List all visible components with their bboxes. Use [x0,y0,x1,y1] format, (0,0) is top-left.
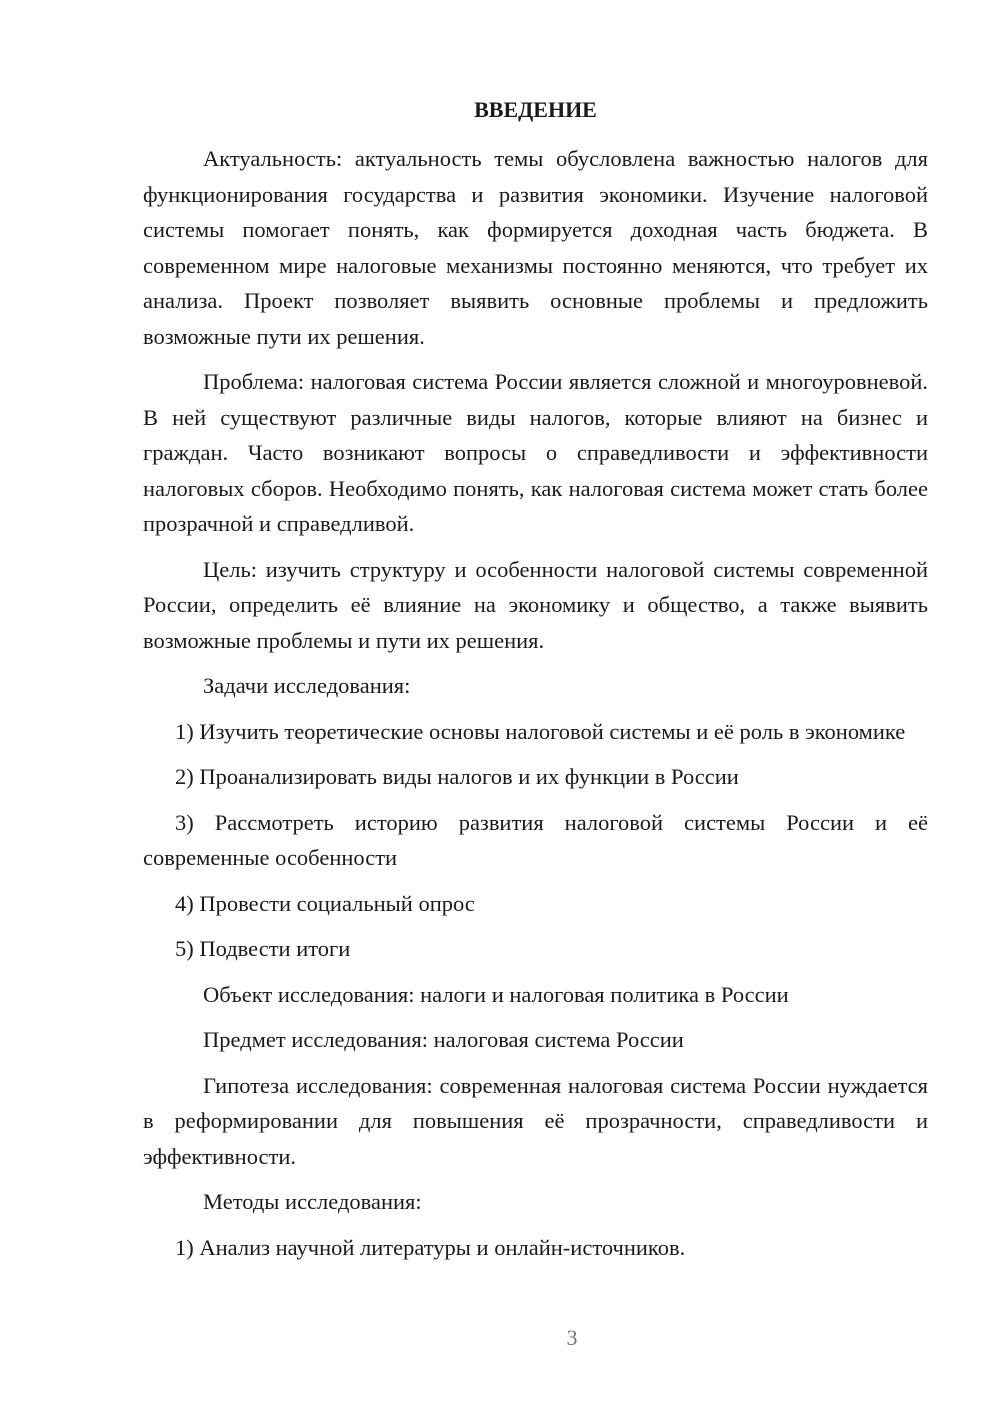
method-item-1: 1) Анализ научной литературы и онлайн-источников. [175,1234,686,1260]
task-item-5: 5) Подвести итоги [175,936,351,961]
page-content [143,92,928,1275]
subject-paragraph: Предмет исследования: налоговая система России [203,1027,684,1052]
task-item-3: 3) Рассмотреть историю развития налоговой системы России и её современные особенности [143,809,928,870]
section-title: ВВЕДЕНИЕ [474,97,597,122]
relevance-paragraph: Актуальность: актуальность темы обусловлена важностью налогов для функционирования государства и развития экономики. Изучение налоговой системы помогает понять, как формируется доходная часть бюджета. В современном мире налоговые механизмы постоянно меняются, что требует их анализа. Проект позволяет выявить основные проблемы и предложить возможные пути их решения. [143,146,928,349]
problem-paragraph: Проблема: налоговая система России является сложной и многоуровневой. В ней существуют различные виды налогов, которые влияют на бизнес и граждан. Часто возникают вопросы о справедливости и эффективности налоговых сборов. Необходимо понять, как налоговая система может стать более прозрачной и справедливой. [143,369,928,536]
task-item-2: 2) Проанализировать виды налогов и их функции в России [175,764,739,789]
task-item-1: 1) Изучить теоретические основы налоговой системы и её роль в экономике [175,718,906,744]
tasks-heading: Задачи исследования: [203,673,411,698]
hypothesis-paragraph: Гипотеза исследования: современная налоговая система России нуждается в реформировании для повышения её прозрачности, справедливости и эффективности. [143,1072,928,1169]
goal-paragraph: Цель: изучить структуру и особенности налоговой системы современной России, определить её влияние на экономику и общество, а также выявить возможные проблемы и пути их решения. [143,556,928,653]
methods-heading: Методы исследования: [203,1189,422,1214]
task-item-4: 4) Провести социальный опрос [175,890,475,916]
object-paragraph: Объект исследования: налоги и налоговая политика в России [203,981,789,1007]
page-number: 3 [566,1325,578,1350]
